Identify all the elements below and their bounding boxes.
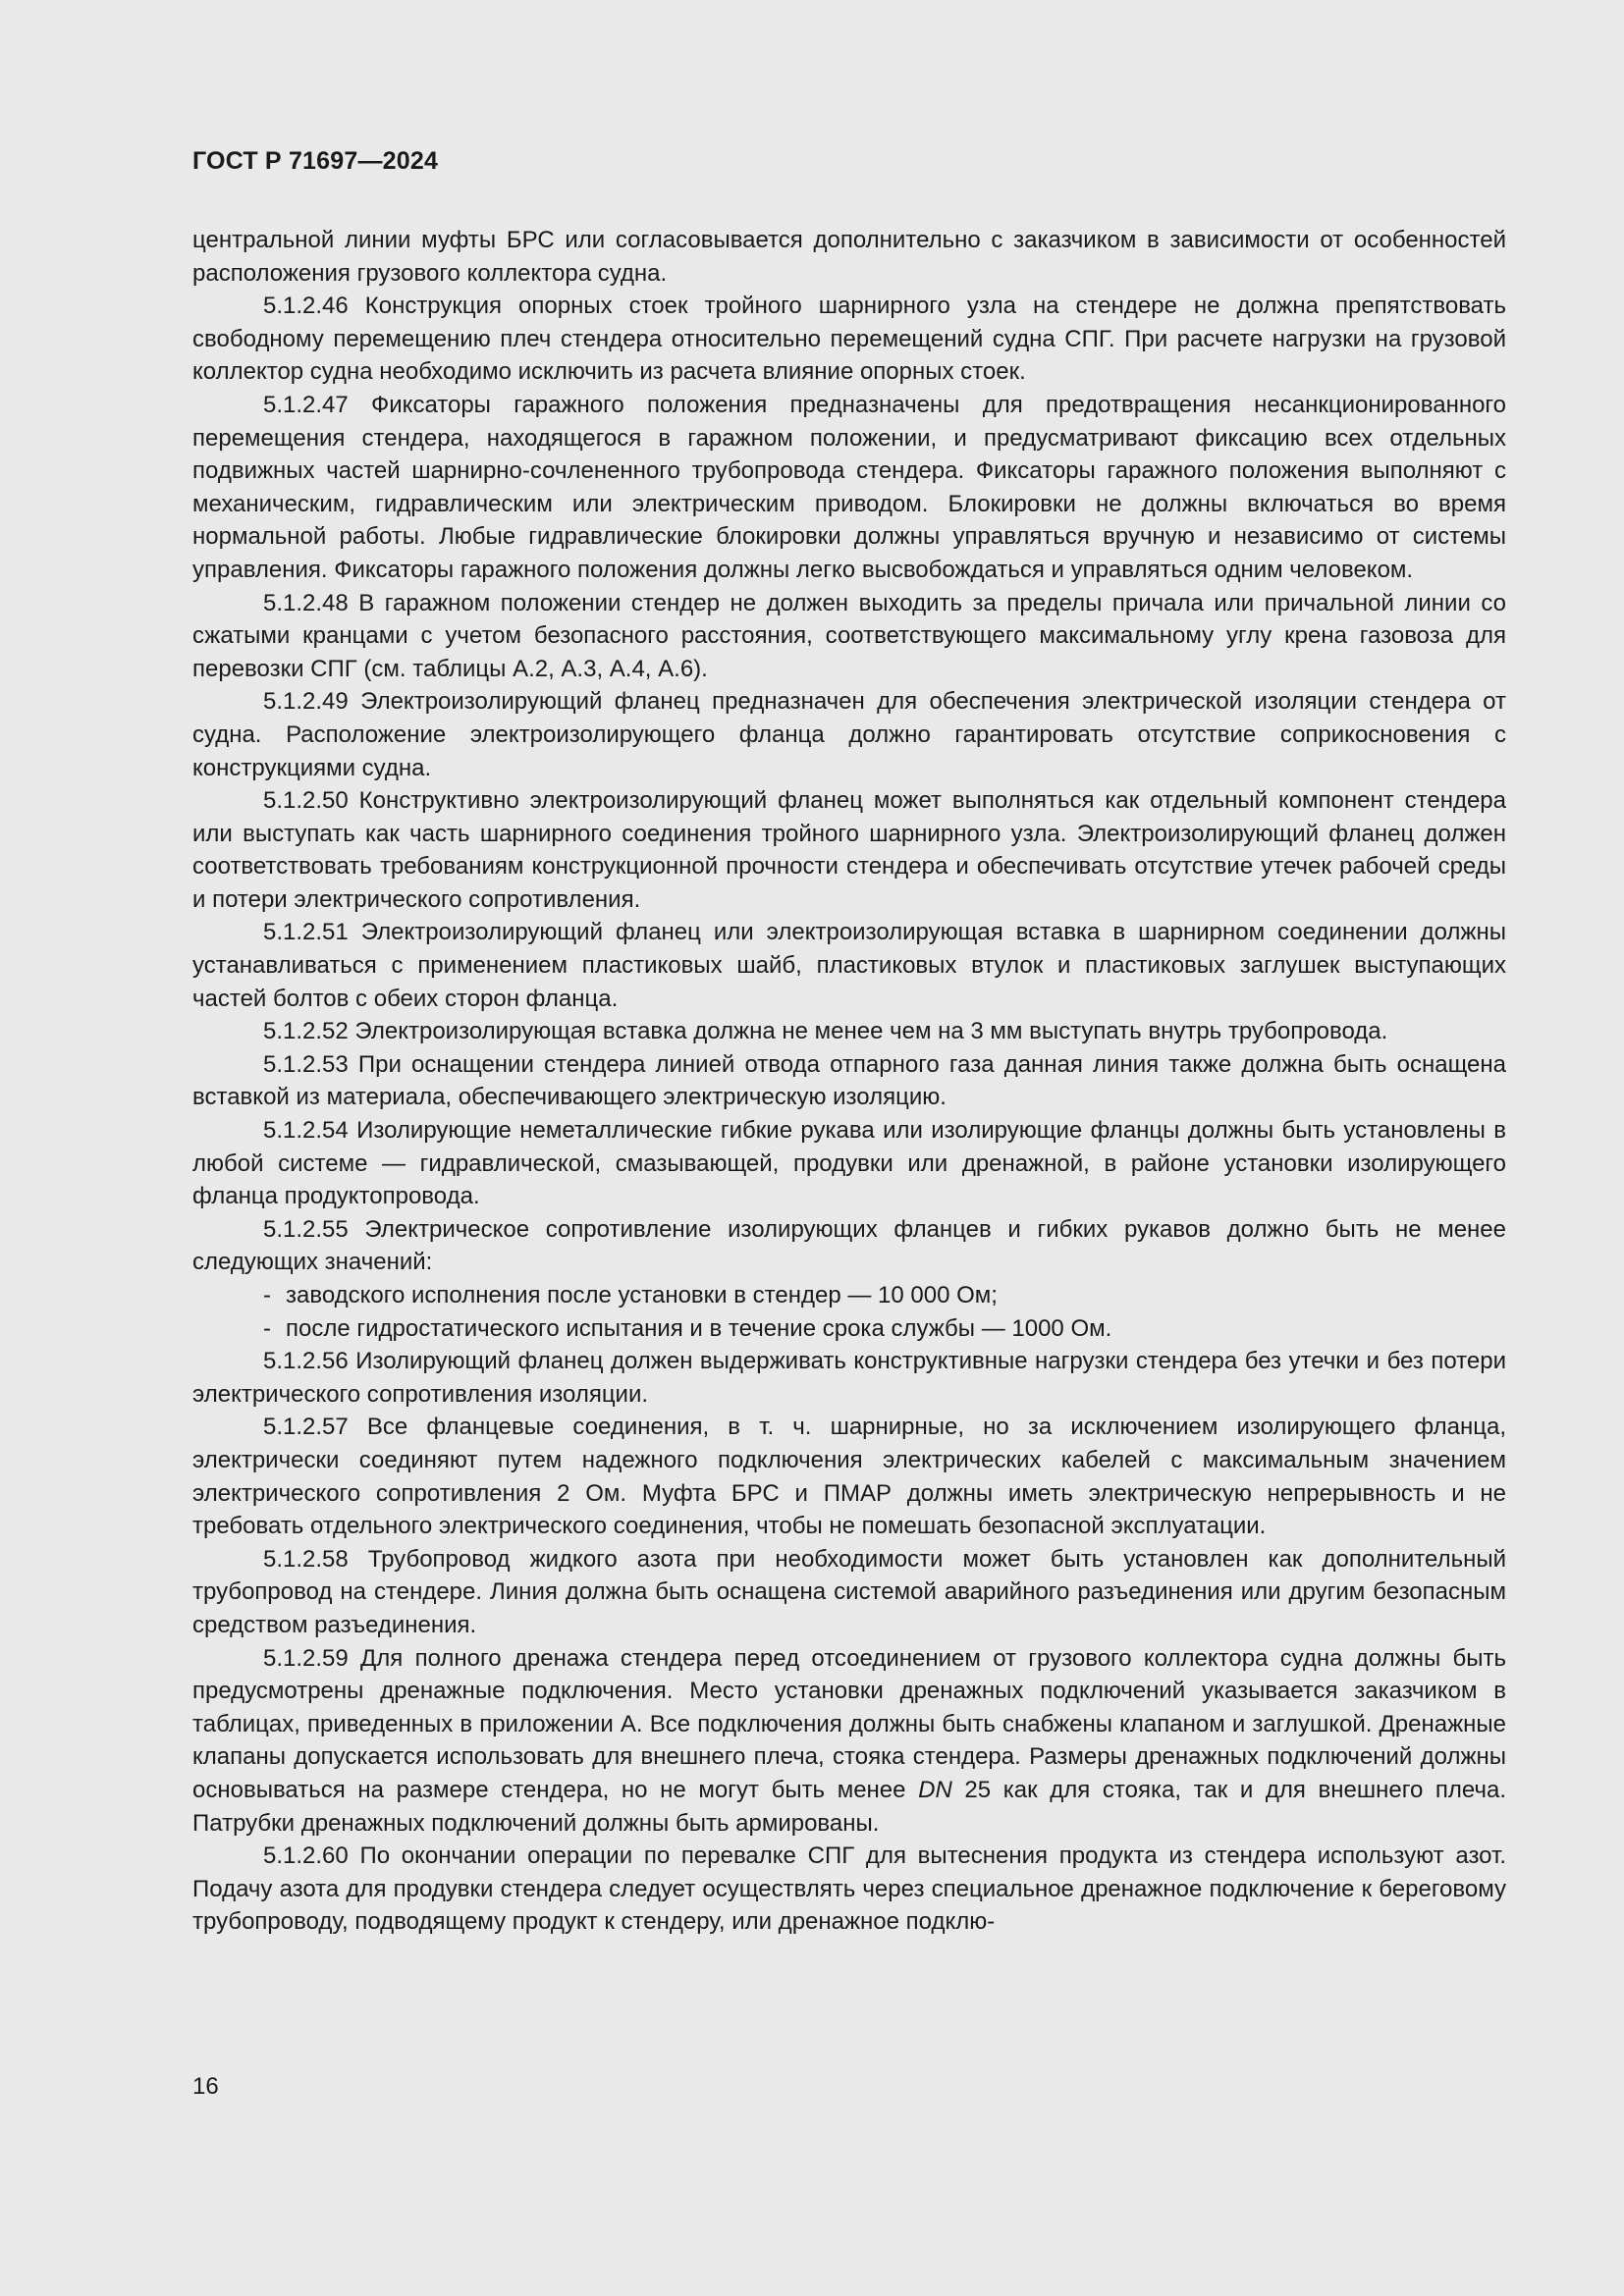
list-dash: -	[263, 1282, 271, 1308]
paragraph-5-1-2-60: 5.1.2.60 По окончании операции по перевалке СПГ для вытеснения продукта из стендера используют азот. Подачу азота для продувки стендера следует осуществлять через специальное дренажное подключение к береговому трубопроводу, подводящему продукт к стендеру, или дренажное подклю-	[192, 1842, 1506, 1936]
paragraph-continuation: центральной линии муфты БРС или согласовывается дополнительно с заказчиком в зависимости от особенностей расположения грузового коллектора судна.	[192, 227, 1506, 287]
paragraph-5-1-2-52: 5.1.2.52 Электроизолирующая вставка должна не менее чем на 3 мм выступать внутрь трубопровода.	[263, 1018, 1388, 1045]
paragraph-5-1-2-54: 5.1.2.54 Изолирующие неметаллические гибкие рукава или изолирующие фланцы должны быть установлены в любой системе — гидравлической, смазывающей, продувки или дренажной, в районе установки изолирующего фланца продуктопровода.	[192, 1117, 1506, 1210]
nominal-diameter-symbol: DN	[918, 1776, 952, 1803]
paragraph-5-1-2-56: 5.1.2.56 Изолирующий фланец должен выдерживать конструктивные нагрузки стендера без утечки и без потери электрического сопротивления изоляции.	[192, 1348, 1506, 1408]
list-item	[192, 1312, 1506, 1346]
paragraph-text-part: 5.1.2.59 Для полного дренажа стендера перед отсоединением от грузового коллектора судна должны быть предусмотрены дренажные подключения. Место установки дренажных подключений указывается заказчиком в таблицах, приведенных в приложении А. Все подключения должны быть снабжены клапаном и заглушкой. Дренажные клапаны допускается использовать для внешнего плеча, стояка стендера. Размеры дренажных подключений должны основываться на размере стендера, но не могут быть менее	[192, 1644, 1506, 1803]
list-item-text: заводского исполнения после установки в стендер — 10 000 Ом;	[286, 1282, 998, 1308]
paragraph-5-1-2-53: 5.1.2.53 При оснащении стендера линией отвода отпарного газа данная линия также должна быть оснащена вставкой из материала, обеспечивающего электрическую изоляцию.	[192, 1050, 1506, 1111]
paragraph-5-1-2-48: 5.1.2.48 В гаражном положении стендер не должен выходить за пределы причала или причальной линии со сжатыми кранцами с учетом безопасного расстояния, соответствующего максимальному углу крена газовоза для перевозки СПГ (см. таблицы А.2, А.3, А.4, А.6).	[192, 589, 1506, 682]
paragraph-text-part: 25 как для стояка, так и для внешнего плеча. Патрубки дренажных подключений должны быть армированы.	[192, 1776, 1506, 1837]
document-body	[192, 224, 1506, 1939]
paragraph-5-1-2-58: 5.1.2.58 Трубопровод жидкого азота при необходимости может быть установлен как дополнительный трубопровод на стендере. Линия должна быть оснащена системой аварийного разъединения или другим безопасным средством разъединения.	[192, 1545, 1506, 1638]
standard-code-header: ГОСТ Р 71697—2024	[192, 147, 439, 175]
paragraph-5-1-2-49: 5.1.2.49 Электроизолирующий фланец предназначен для обеспечения электрической изоляции стендера от судна. Расположение электроизолирующего фланца должно гарантировать отсутствие соприкосновения с конструкциями судна.	[192, 688, 1506, 781]
page-number: 16	[192, 2073, 219, 2100]
list-dash: -	[263, 1314, 271, 1342]
paragraph-5-1-2-50: 5.1.2.50 Конструктивно электроизолирующий фланец может выполняться как отдельный компонент стендера или выступать как часть шарнирного соединения тройного шарнирного узла. Электроизолирующий фланец должен соответствовать требованиям конструкционной прочности стендера и обеспечивать отсутствие утечек рабочей среды и потери электрического сопротивления.	[192, 787, 1506, 913]
list-item	[192, 1279, 1506, 1312]
paragraph-5-1-2-46: 5.1.2.46 Конструкция опорных стоек тройного шарнирного узла на стендере не должна препятствовать свободному перемещению плеч стендера относительно перемещений судна СПГ. При расчете нагрузки на грузовой коллектор судна необходимо исключить из расчета влияние опорных стоек.	[192, 293, 1506, 386]
paragraph-5-1-2-57: 5.1.2.57 Все фланцевые соединения, в т. ч. шарнирные, но за исключением изолирующего фланца, электрически соединяют путем надежного подключения электрических кабелей с максимальным значением электрического сопротивления 2 Ом. Муфта БРС и ПМАР должны иметь электрическую непрерывность и не требовать отдельного электрического соединения, чтобы не помешать безопасной эксплуатации.	[192, 1414, 1506, 1540]
paragraph-5-1-2-55: 5.1.2.55 Электрическое сопротивление изолирующих фланцев и гибких рукавов должно быть не менее следующих значений:	[192, 1215, 1506, 1276]
paragraph-5-1-2-59	[192, 1642, 1506, 1841]
list-item-text: после гидростатического испытания и в течение срока службы — 1000 Ом.	[286, 1314, 1112, 1342]
paragraph-5-1-2-47: 5.1.2.47 Фиксаторы гаражного положения предназначены для предотвращения несанкционированного перемещения стендера, находящегося в гаражном положении, и предусматривают фиксацию всех отдельных подвижных частей шарнирно-сочлененного трубопровода стендера. Фиксаторы гаражного положения выполняют с механическим, гидравлическим или электрическим приводом. Блокировки не должны включаться во время нормальной работы. Любые гидравлические блокировки должны управляться вручную и независимо от системы управления. Фиксаторы гаражного положения должны легко высвобождаться и управляться одним человеком.	[192, 391, 1506, 583]
paragraph-5-1-2-51: 5.1.2.51 Электроизолирующий фланец или электроизолирующая вставка в шарнирном соединении должны устанавливаться с применением пластиковых шайб, пластиковых втулок и пластиковых заглушек выступающих частей болтов с обеих сторон фланца.	[192, 919, 1506, 1012]
